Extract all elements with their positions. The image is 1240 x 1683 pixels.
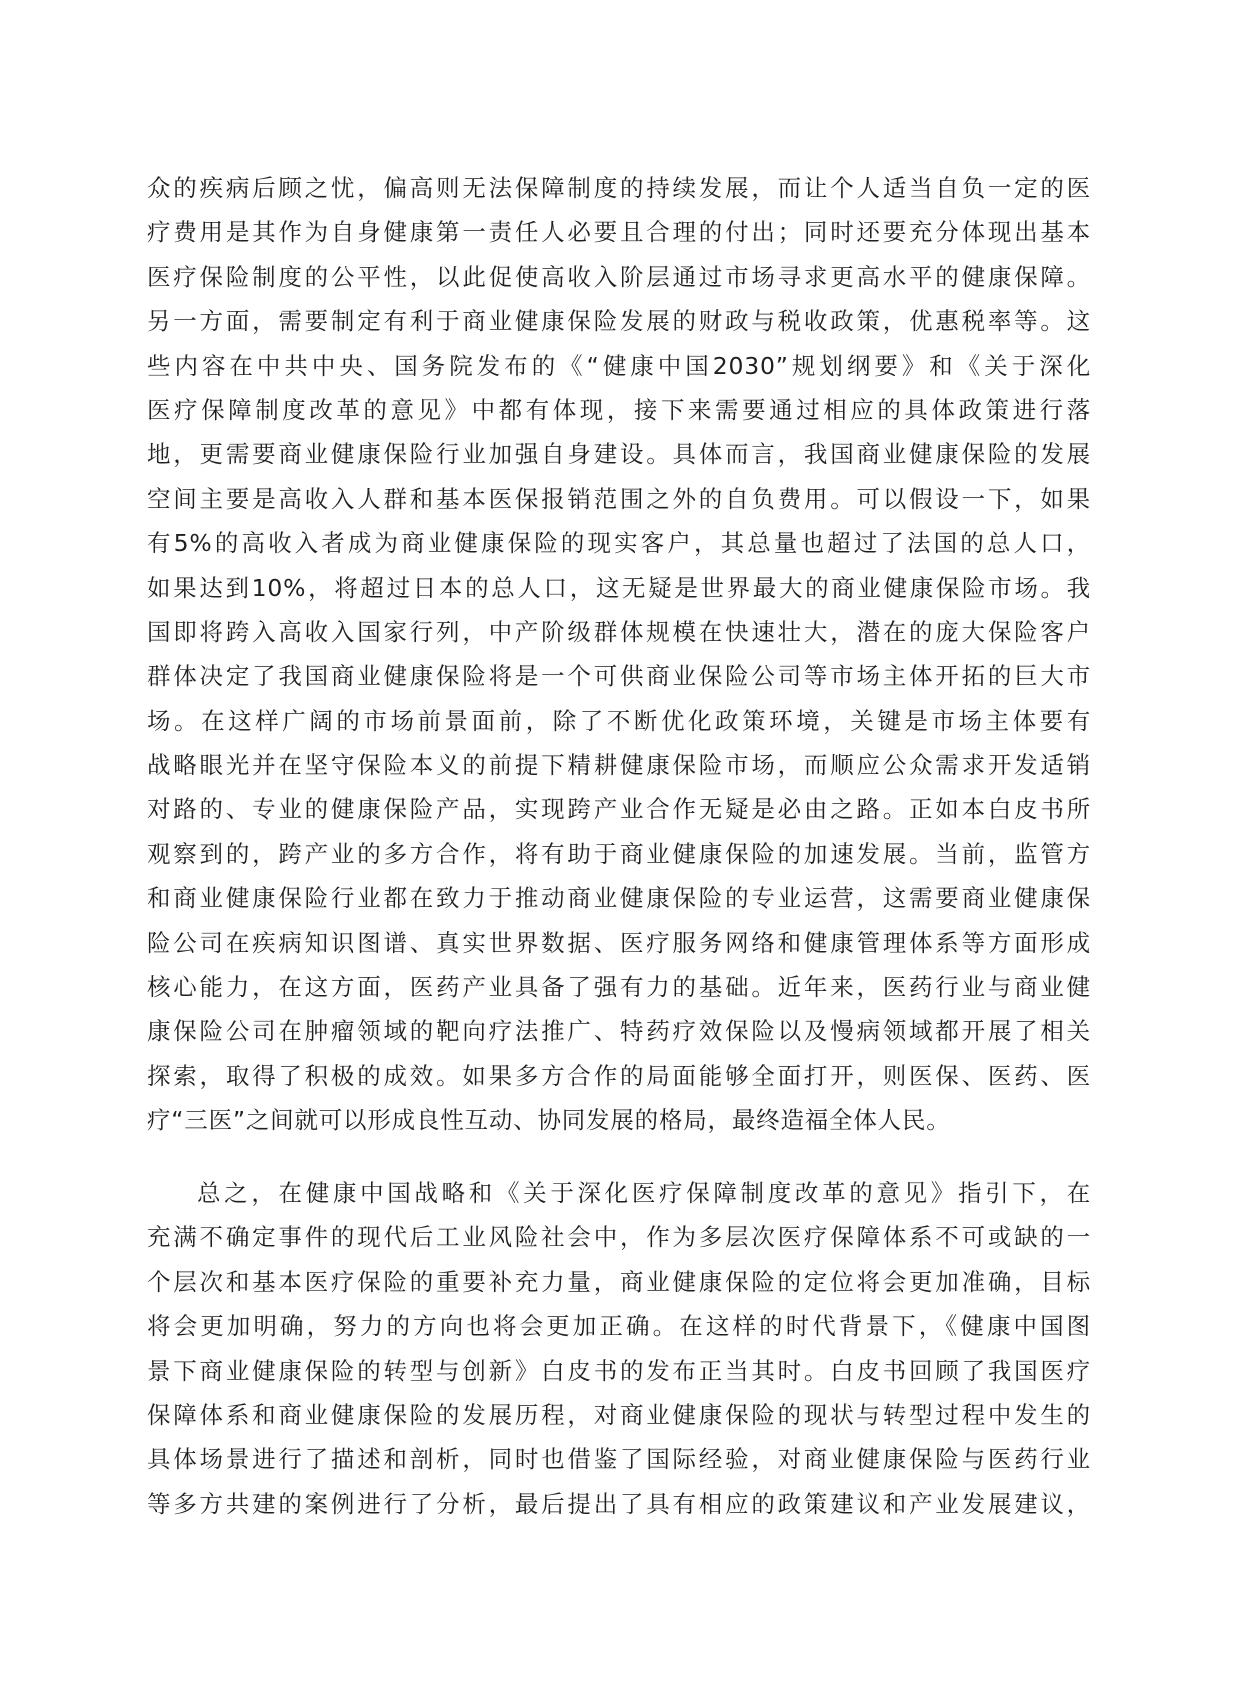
text-line: 对路的、专业的健康保险产品，实现跨产业合作无疑是必由之路。正如本白皮书所 bbox=[147, 795, 1091, 824]
text-line: 国即将跨入高收入国家行列，中产阶级群体规模在快速壮大，潜在的庞大保险客户 bbox=[147, 617, 1091, 646]
text-line: 具体场景进行了描述和剖析，同时也借鉴了国际经验，对商业健康保险与医药行业 bbox=[147, 1445, 1091, 1474]
text-line: 观察到的，跨产业的多方合作，将有助于商业健康保险的加速发展。当前，监管方 bbox=[147, 839, 1091, 868]
paragraph-2 bbox=[147, 1171, 1091, 1526]
text-line: 核心能力，在这方面，医药产业具备了强有力的基础。近年来，医药行业与商业健 bbox=[147, 973, 1091, 1002]
text-line: 医疗保障制度改革的意见》中都有体现，接下来需要通过相应的具体政策进行落 bbox=[147, 395, 1091, 424]
text-line: 医疗保险制度的公平性，以此促使高收入阶层通过市场寻求更高水平的健康保障。 bbox=[147, 262, 1091, 291]
text-line: 众的疾病后顾之忧，偏高则无法保障制度的持续发展，而让个人适当自负一定的医 bbox=[147, 174, 1091, 202]
text-line: 总之，在健康中国战略和《关于深化医疗保障制度改革的意见》指引下，在 bbox=[197, 1179, 1091, 1207]
text-line: 景下商业健康保险的转型与创新》白皮书的发布正当其时。白皮书回顾了我国医疗 bbox=[147, 1356, 1091, 1385]
paragraph-1 bbox=[147, 166, 1091, 1143]
text-line: 探索，取得了积极的成效。如果多方合作的局面能够全面打开，则医保、医药、医 bbox=[147, 1061, 1091, 1090]
text-line: 充满不确定事件的现代后工业风险社会中，作为多层次医疗保障体系不可或缺的一 bbox=[147, 1223, 1091, 1252]
text-line: 康保险公司在肿瘤领域的靶向疗法推广、特药疗效保险以及慢病领域都开展了相关 bbox=[147, 1017, 1091, 1046]
text-line: 战略眼光并在坚守保险本义的前提下精耕健康保险市场，而顺应公众需求开发适销 bbox=[147, 751, 1091, 780]
text-line: 地，更需要商业健康保险行业加强自身建设。具体而言，我国商业健康保险的发展 bbox=[147, 440, 1091, 469]
text-line: 等多方共建的案例进行了分析，最后提出了具有相应的政策建议和产业发展建议， bbox=[147, 1489, 1091, 1518]
text-line: 保障体系和商业健康保险的发展历程，对商业健康保险的现状与转型过程中发生的 bbox=[147, 1400, 1091, 1429]
text-line: 场。在这样广阔的市场前景面前，除了不断优化政策环境，关键是市场主体要有 bbox=[147, 706, 1091, 735]
text-line: 险公司在疾病知识图谱、真实世界数据、医疗服务网络和健康管理体系等方面形成 bbox=[147, 928, 1091, 957]
text-line: 空间主要是高收入人群和基本医保报销范围之外的自负费用。可以假设一下，如果 bbox=[147, 484, 1091, 513]
text-line: 个层次和基本医疗保险的重要补充力量，商业健康保险的定位将会更加准确，目标 bbox=[147, 1267, 1091, 1296]
text-line: 和商业健康保险行业都在致力于推动商业健康保险的专业运营，这需要商业健康保 bbox=[147, 884, 1091, 913]
text-line: 另一方面，需要制定有利于商业健康保险发展的财政与税收政策，优惠税率等。这 bbox=[147, 307, 1091, 336]
text-line: 有5%的高收入者成为商业健康保险的现实客户，其总量也超过了法国的总人口， bbox=[147, 529, 1091, 558]
text-line: 如果达到10%，将超过日本的总人口，这无疑是世界最大的商业健康保险市场。我 bbox=[147, 573, 1091, 602]
text-line: 疗“三医”之间就可以形成良性互动、协同发展的格局，最终造福全体人民。 bbox=[147, 1106, 951, 1135]
text-line: 将会更加明确，努力的方向也将会更加正确。在这样的时代背景下，《健康中国图 bbox=[147, 1312, 1091, 1341]
text-line: 群体决定了我国商业健康保险将是一个可供商业保险公司等市场主体开拓的巨大市 bbox=[147, 662, 1091, 691]
text-line: 疗费用是其作为自身健康第一责任人必要且合理的付出；同时还要充分体现出基本 bbox=[147, 218, 1091, 247]
text-line: 些内容在中共中央、国务院发布的《“健康中国2030”规划纲要》和《关于深化 bbox=[147, 351, 1091, 380]
